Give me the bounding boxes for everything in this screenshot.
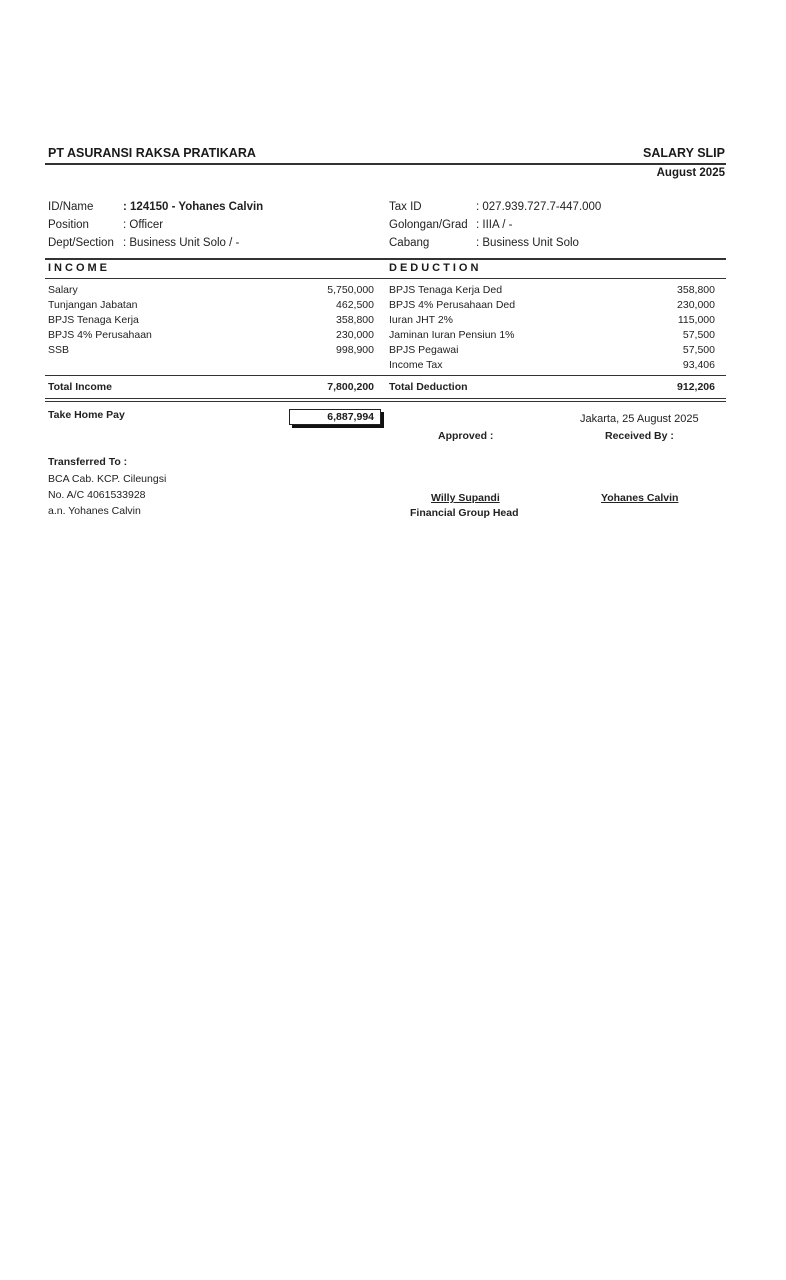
- document-title: SALARY SLIP: [643, 146, 725, 160]
- pay-period: August 2025: [656, 167, 725, 179]
- header-divider: [45, 163, 726, 165]
- place-date: Jakarta, 25 August 2025: [580, 413, 699, 425]
- totals-divider: [45, 375, 726, 376]
- deduction-item-amount: 57,500: [682, 344, 715, 356]
- deduction-item-amount: 358,800: [677, 284, 715, 296]
- deduction-item-amount: 93,406: [682, 359, 715, 371]
- section-divider: [45, 278, 726, 279]
- info-divider: [45, 258, 726, 260]
- deduction-item-amount: 57,500: [682, 329, 715, 341]
- info-branch: [389, 237, 579, 249]
- double-line-bottom: [45, 401, 726, 402]
- info-value: : Officer: [123, 219, 164, 231]
- income-item-amount: 5,750,000: [327, 284, 374, 296]
- deduction-item-name: Income Tax: [389, 359, 443, 371]
- income-item-name: Tunjangan Jabatan: [48, 299, 138, 311]
- deduction-item-name: BPJS Tenaga Kerja Ded: [389, 284, 503, 296]
- total-deduction-value: 912,206: [677, 381, 715, 393]
- company-name: PT ASURANSI RAKSA PRATIKARA: [48, 146, 256, 160]
- double-line-top: [45, 398, 726, 399]
- receiver-name: Yohanes Calvin: [601, 492, 679, 504]
- income-item-amount: 358,800: [336, 314, 374, 326]
- take-home-amount: 6,887,994: [289, 409, 381, 425]
- info-label: Position: [48, 219, 89, 231]
- info-dept: [48, 237, 239, 249]
- info-value: : Business Unit Solo: [476, 237, 579, 249]
- info-value: : 027.939.727.7-447.000: [476, 201, 602, 213]
- info-value: : 124150 - Yohanes Calvin: [123, 201, 264, 213]
- income-item-name: BPJS 4% Perusahaan: [48, 329, 152, 341]
- info-grade: [389, 219, 512, 231]
- income-item-name: SSB: [48, 344, 70, 356]
- info-label: Cabang: [389, 237, 430, 249]
- transfer-holder: a.n. Yohanes Calvin: [48, 505, 141, 517]
- received-label: Received By :: [605, 430, 674, 442]
- info-position: [48, 219, 163, 231]
- info-tax-id: [389, 201, 601, 213]
- deduction-item-name: BPJS 4% Perusahaan Ded: [389, 299, 516, 311]
- approver-name: Willy Supandi: [431, 492, 500, 504]
- info-label: Dept/Section: [48, 237, 114, 249]
- info-value: : IIIA / -: [476, 219, 513, 231]
- deduction-item-name: Jaminan Iuran Pensiun 1%: [389, 329, 515, 341]
- info-label: Golongan/Grad: [389, 219, 468, 231]
- take-home-label: Take Home Pay: [48, 409, 125, 421]
- transfer-account: No. A/C 4061533928: [48, 489, 146, 501]
- total-income-label: Total Income: [48, 381, 112, 393]
- income-item-amount: 998,900: [336, 344, 374, 356]
- total-deduction-label: Total Deduction: [389, 381, 468, 393]
- deduction-item-amount: 115,000: [677, 314, 715, 326]
- income-item-amount: 230,000: [336, 329, 374, 341]
- total-income-value: 7,800,200: [327, 381, 374, 393]
- deduction-heading: DEDUCTION: [389, 262, 482, 274]
- income-item-name: BPJS Tenaga Kerja: [48, 314, 139, 326]
- approver-title: Financial Group Head: [410, 507, 519, 519]
- transfer-heading: Transferred To :: [48, 456, 128, 468]
- info-value: : Business Unit Solo / -: [123, 237, 240, 249]
- deduction-item-name: Iuran JHT 2%: [389, 314, 453, 326]
- info-label: ID/Name: [48, 201, 94, 213]
- transfer-bank: BCA Cab. KCP. Cileungsi: [48, 473, 167, 485]
- info-label: Tax ID: [389, 201, 422, 213]
- income-item-amount: 462,500: [336, 299, 374, 311]
- deduction-item-name: BPJS Pegawai: [389, 344, 459, 356]
- income-heading: INCOME: [48, 262, 110, 274]
- income-item-name: Salary: [48, 284, 78, 296]
- info-id-name: [48, 201, 263, 213]
- deduction-item-amount: 230,000: [677, 299, 715, 311]
- approved-label: Approved :: [438, 430, 494, 442]
